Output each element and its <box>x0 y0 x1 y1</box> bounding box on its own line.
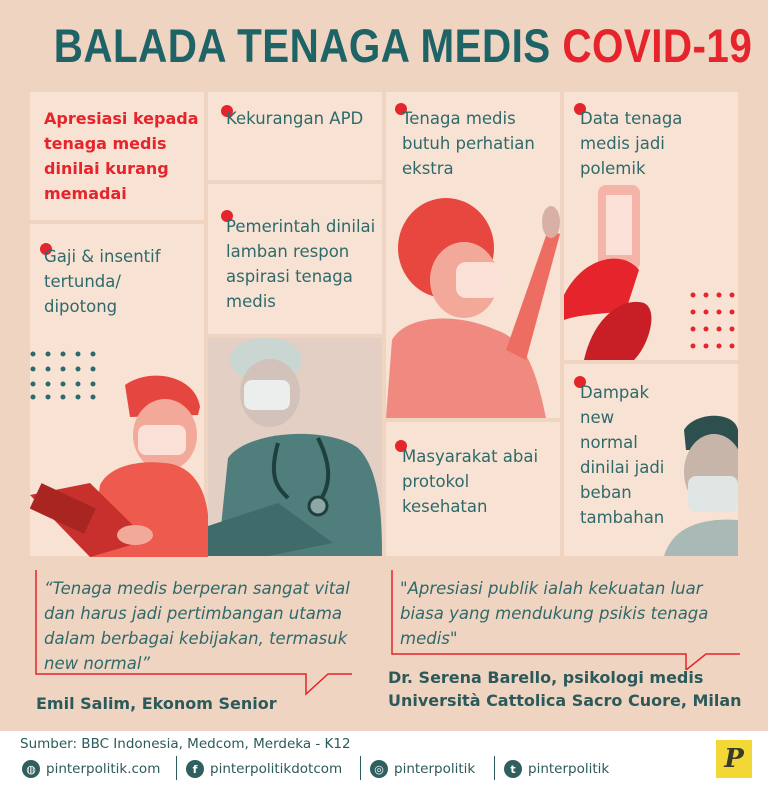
nurse-illustration <box>30 365 208 557</box>
logo-letter: P <box>724 744 744 774</box>
facebook-icon: f <box>186 760 204 778</box>
point-text-7: Dampak new normal dinilai jadi beban tambahan <box>580 383 665 527</box>
quote-author-right: Dr. Serena Barello, psikologi medis Università Cattolica Sacro Cuore, Milan <box>388 668 742 710</box>
headline-text: Apresiasi kepada tenaga medis dinilai kurang memadai <box>44 109 199 203</box>
title-main: BALADA TENAGA MEDIS <box>53 19 551 72</box>
pinterpolitik-logo <box>716 740 752 778</box>
dot-grid-red <box>690 292 740 362</box>
quote-text-right: "Apresiasi publik ialah kekuatan luar biasa yang mendukung psikis tenaga medis" <box>400 579 709 648</box>
point-text-3: Pemerintah dinilai lamban respon aspirasi tenaga medis <box>226 217 376 311</box>
instagram-icon: ◎ <box>370 760 388 778</box>
social-instagram[interactable] <box>370 760 475 778</box>
social-instagram-label: pinterpolitik <box>394 761 476 777</box>
nurse-vial-illustration <box>386 190 560 418</box>
divider <box>360 756 361 780</box>
divider <box>494 756 495 780</box>
point-text-5: Masyarakat abai protokol kesehatan <box>402 447 539 516</box>
point-text-6: Data tenaga medis jadi polemik <box>580 109 683 178</box>
point-text-1: Gaji & insentif tertunda/ dipotong <box>44 247 161 316</box>
twitter-icon: t <box>504 760 522 778</box>
point-text-2: Kekurangan APD <box>226 109 364 128</box>
social-twitter[interactable] <box>504 760 609 778</box>
source-text: Sumber: BBC Indonesia, Medcom, Merdeka - K12 <box>20 736 351 752</box>
doctor-illustration <box>208 338 382 556</box>
social-facebook[interactable] <box>186 760 342 778</box>
globe-icon: ◍ <box>22 760 40 778</box>
point-text-4: Tenaga medis butuh perhatian ekstra <box>402 109 535 178</box>
quote-text-left: “Tenaga medis berperan sangat vital dan harus jadi pertimbangan utama dalam berbagai kebijakan, termasuk new normal” <box>44 579 350 673</box>
social-twitter-label: pinterpolitik <box>528 761 610 777</box>
page-title <box>53 18 753 74</box>
quote-author-left: Emil Salim, Ekonom Senior <box>36 694 277 713</box>
divider <box>176 756 177 780</box>
title-highlight: COVID-19 <box>562 19 753 72</box>
social-facebook-label: pinterpolitikdotcom <box>210 761 343 777</box>
social-website-label: pinterpolitik.com <box>46 761 161 777</box>
social-website[interactable] <box>22 760 160 778</box>
